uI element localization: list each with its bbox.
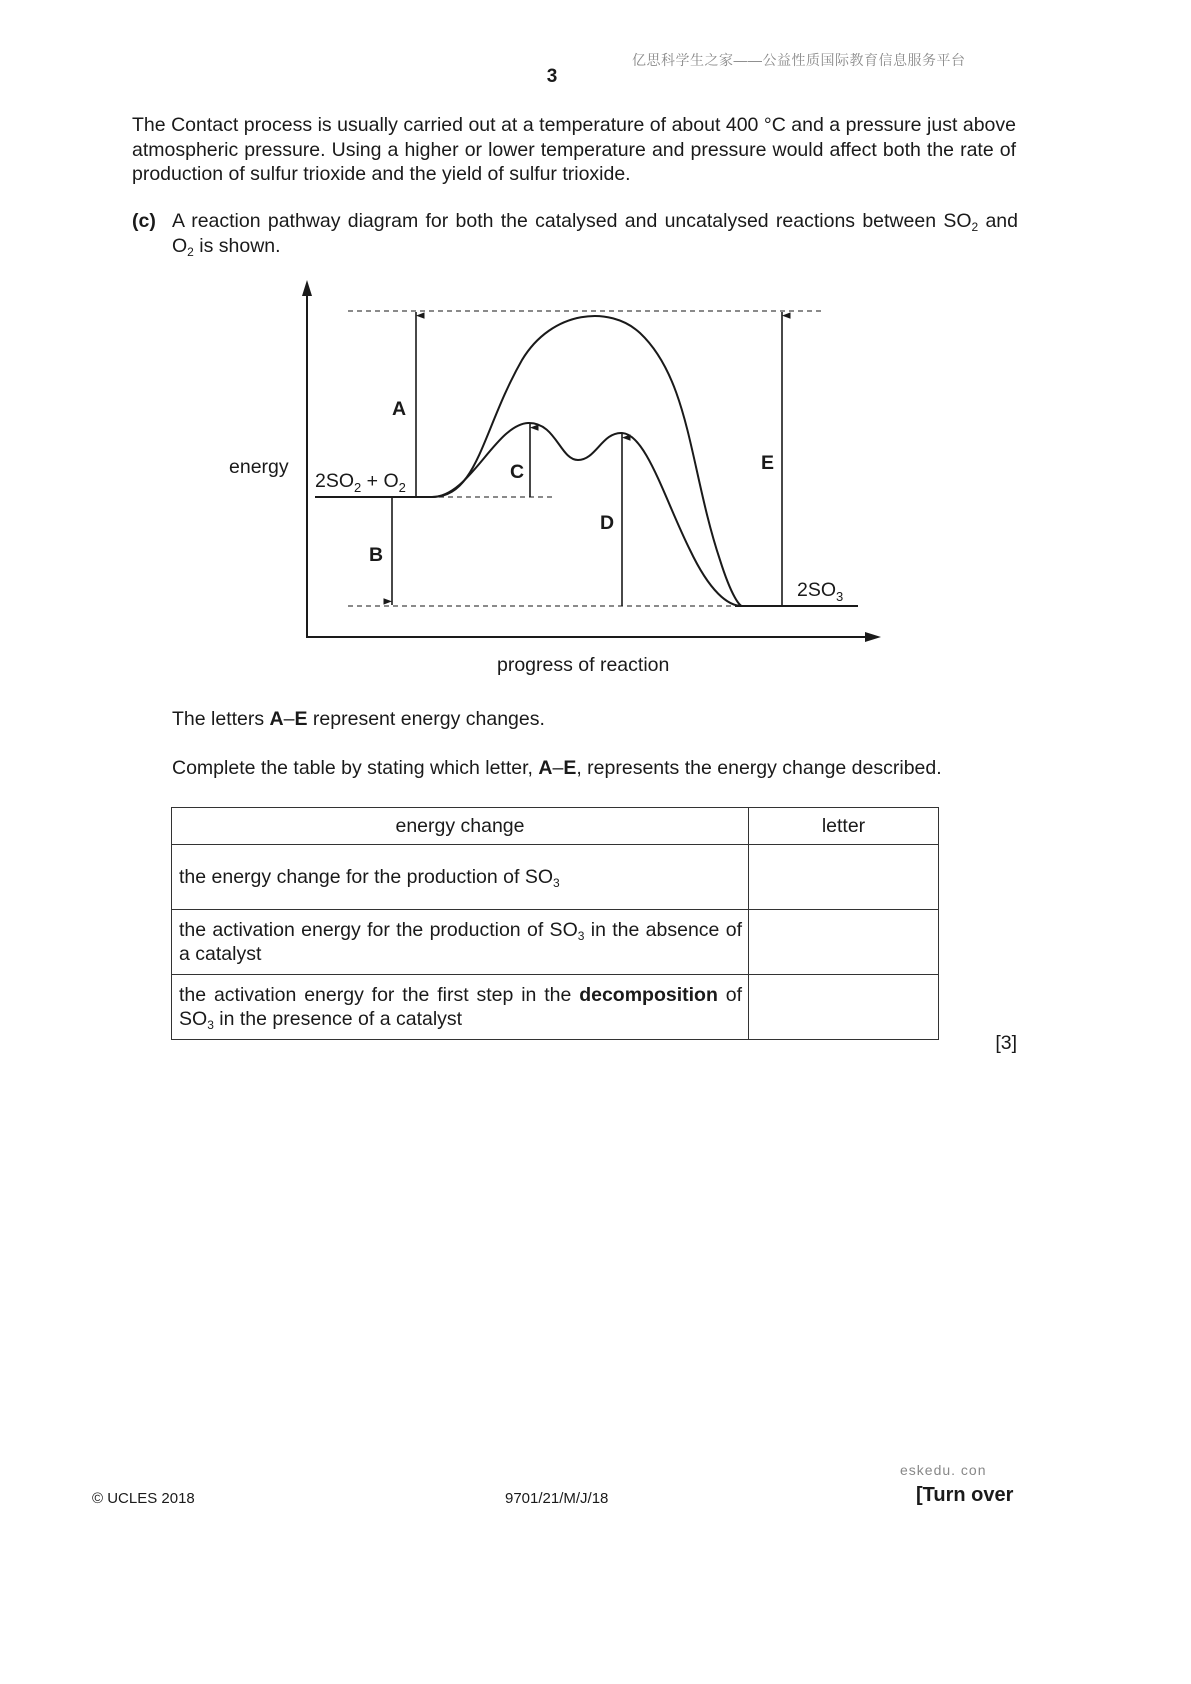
x-axis-label: progress of reaction bbox=[497, 654, 670, 676]
footer-copyright: © UCLES 2018 bbox=[92, 1490, 195, 1507]
question-label: (c) bbox=[132, 210, 156, 232]
instruction-line-1: The letters A–E represent energy changes. bbox=[172, 708, 545, 730]
label-d: D bbox=[600, 512, 615, 534]
label-b: B bbox=[369, 544, 384, 566]
footer-turn-over: [Turn over bbox=[916, 1484, 1014, 1506]
reactants-label: $2SO_2 + O_2$ bbox=[315, 470, 406, 495]
marks-allocation: [3] bbox=[995, 1032, 1017, 1054]
letter-answer-cell[interactable] bbox=[749, 845, 939, 910]
products-label: $2SO_3$ bbox=[797, 579, 844, 604]
label-a: A bbox=[392, 398, 407, 420]
table-row bbox=[172, 910, 939, 975]
instruction-line-2: Complete the table by stating which letter, A–E, represents the energy change described. bbox=[172, 757, 942, 779]
x-axis bbox=[307, 632, 881, 642]
letter-answer-cell[interactable] bbox=[749, 910, 939, 975]
footer-watermark: eskedu. con bbox=[900, 1462, 987, 1478]
label-c: C bbox=[510, 461, 525, 483]
page-number: 3 bbox=[546, 66, 558, 87]
reaction-pathway-diagram bbox=[0, 270, 1104, 690]
header-letter: letter bbox=[749, 808, 939, 845]
footer-paper-code: 9701/21/M/J/18 bbox=[505, 1490, 609, 1507]
letter-answer-cell[interactable] bbox=[749, 975, 939, 1040]
energy-change-cell: the energy change for the production of $SO_3$ bbox=[172, 845, 749, 910]
energy-change-cell: the activation energy for the production of $SO_3$ in the absence of a catalyst bbox=[172, 910, 749, 975]
table-row bbox=[172, 975, 939, 1040]
header-energy-change: energy change bbox=[172, 808, 749, 845]
catalysed-curve bbox=[432, 423, 742, 606]
intro-paragraph: The Contact process is usually carried out at a temperature of about 400 °C and a pressure just above atmospheric pressure. Using a higher or lower temperature and pressure would affect both the rate of production of sulfur trioxide and the yield of sulfur trioxide. bbox=[132, 114, 1016, 185]
question-text: A reaction pathway diagram for both the catalysed and uncatalysed reactions between $SO_2$ and $O_2$ is shown. bbox=[172, 210, 1018, 259]
label-e: E bbox=[761, 452, 775, 474]
header-watermark: 亿思科学生之家——公益性质国际教育信息服务平台 bbox=[632, 52, 966, 68]
table-header-row bbox=[172, 808, 939, 845]
table-row bbox=[172, 845, 939, 910]
y-axis-label: energy bbox=[229, 456, 289, 478]
answer-table bbox=[171, 807, 939, 1040]
y-axis bbox=[302, 280, 312, 638]
energy-change-cell: the activation energy for the first step in the decomposition of $SO_3$ in the presence of a catalyst bbox=[172, 975, 749, 1040]
